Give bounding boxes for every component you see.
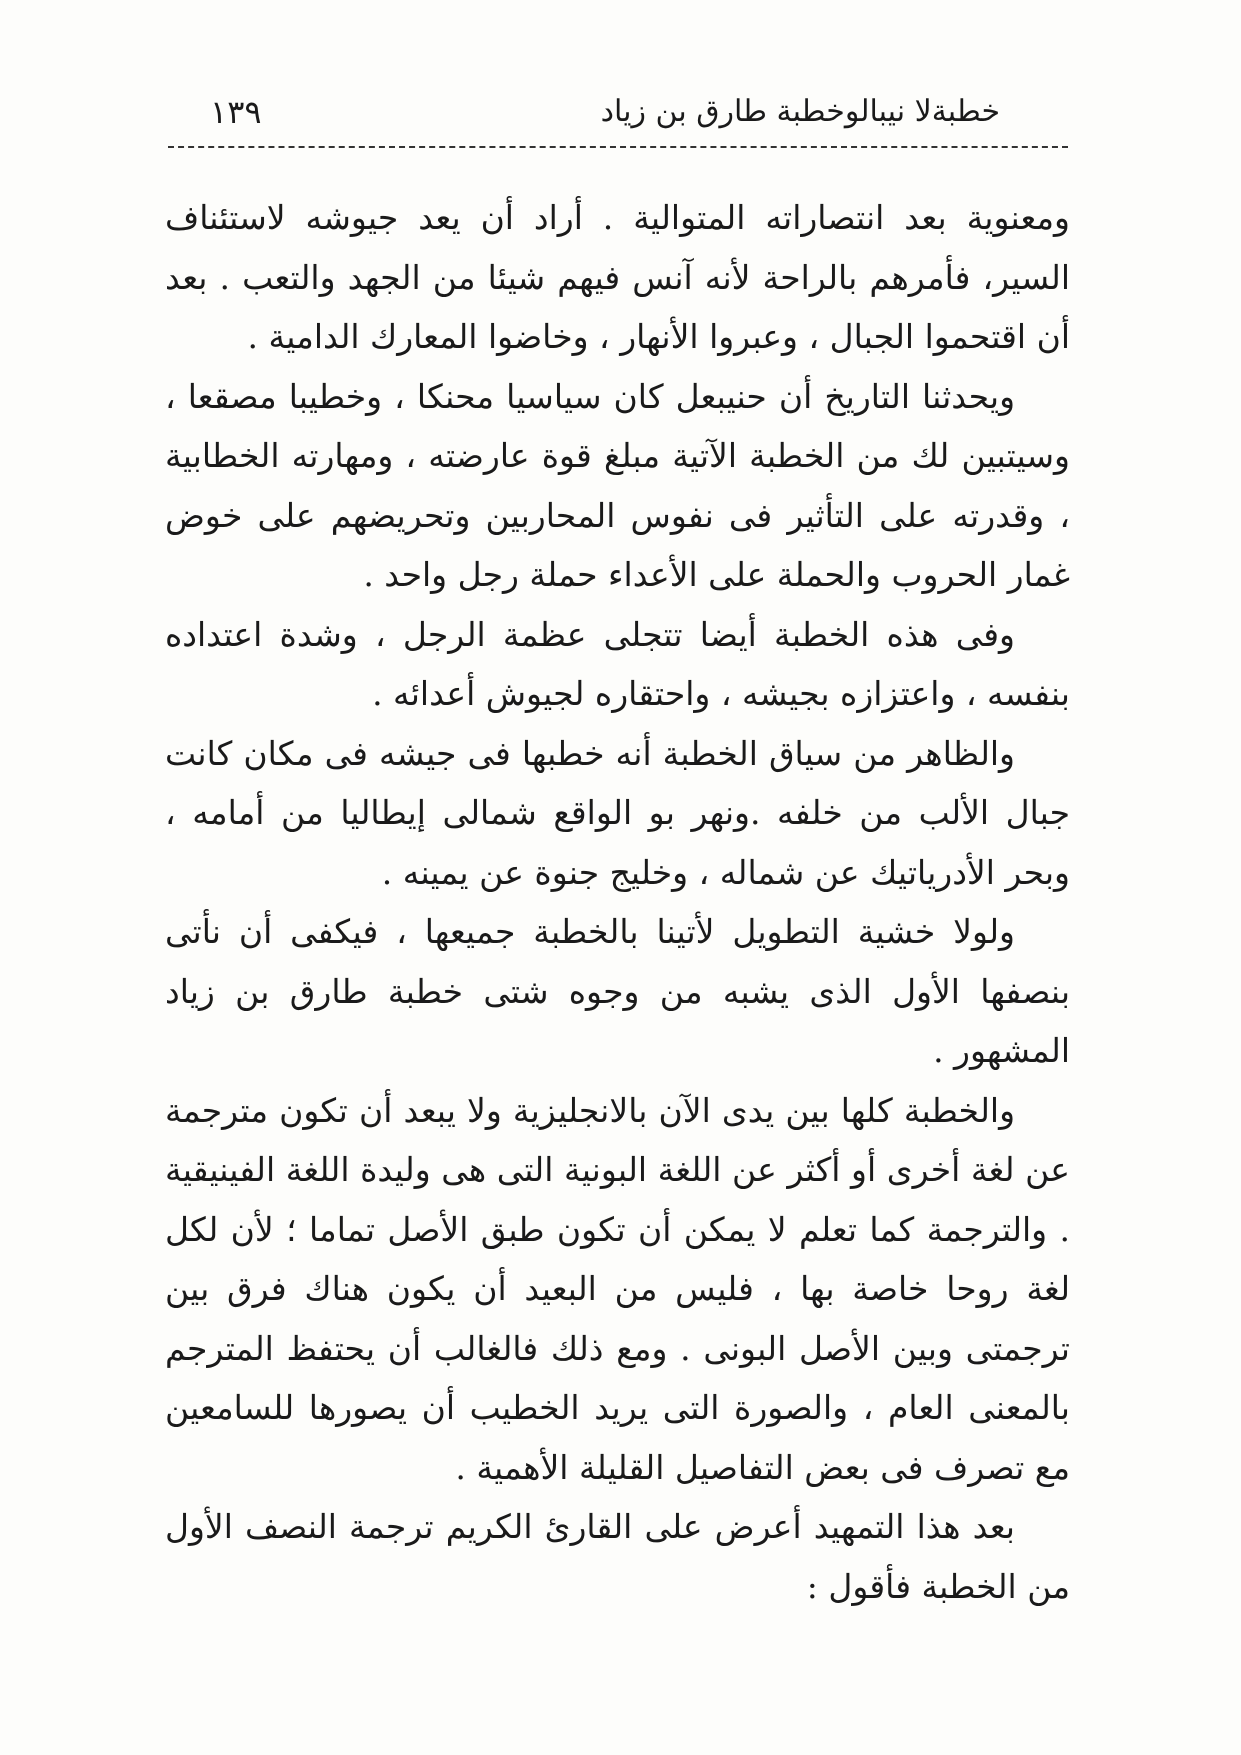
header-rule: [168, 146, 1068, 148]
page-header: [160, 88, 1060, 148]
paragraph-1: ومعنوية بعد انتصاراته المتوالية . أراد أن يعد جيوشه لاستئناف السير، فأمرهم بالراحة لأنه آنس فيهم شيئا من الجهد والتعب . بعد أن اقتحموا الجبال ، وعبروا الأنهار ، وخاضوا المعارك الدامية .: [165, 198, 1070, 356]
page-number: ١٣٩: [210, 93, 262, 131]
paragraph-5: ولولا خشية التطويل لأتينا بالخطبة جميعها ، فيكفى أن نأتى بنصفها الأول الذى يشبه من وجوه شتى خطبة طارق بن زياد المشهور .: [165, 912, 1070, 1070]
paragraph-6: والخطبة كلها بين يدى الآن بالانجليزية ولا يبعد أن تكون مترجمة عن لغة أخرى أو أكثر عن اللغة البونية التى هى وليدة اللغة الفينيقية . والترجمة كما تعلم لا يمكن أن تكون طبق الأصل تماما ؛ لأن لكل لغة روحا خاصة بها ، فليس من البعيد أن يكون هناك فرق بين ترجمتى وبين الأصل البونى . ومع ذلك فالغالب أن يحتفظ المترجم بالمعنى العام ، والصورة التى يريد الخطيب أن يصورها للسامعين مع تصرف فى بعض التفاصيل القليلة الأهمية .: [165, 1090, 1070, 1487]
paragraph-7: بعد هذا التمهيد أعرض على القارئ الكريم ترجمة النصف الأول من الخطبة فأقول :: [165, 1507, 1070, 1606]
paragraph-3: وفى هذه الخطبة أيضا تتجلى عظمة الرجل ، وشدة اعتداده بنفسه ، واعتزازه بجيشه ، واحتقاره لجيوش أعدائه .: [165, 614, 1070, 713]
running-title: خطبةلا نيبالوخطبة طارق بن زياد: [600, 94, 1000, 129]
paragraph-4: والظاهر من سياق الخطبة أنه خطبها فى جيشه فى مكان كانت جبال الألب من خلفه .ونهر بو الواقع شمالى إيطاليا من أمامه ، وبحر الأدرياتيك عن شماله ، وخليج جنوة عن يمينه .: [165, 733, 1070, 892]
paragraph-2: ويحدثنا التاريخ أن حنيبعل كان سياسيا محنكا ، وخطيبا مصقعا ، وسيتبين لك من الخطبة الآتية مبلغ قوة عارضته ، ومهارته الخطابية ، وقدرته على التأثير فى نفوس المحاربين وتحريضهم على خوض غمار الحروب والحملة على الأعداء حملة رجل واحد .: [165, 376, 1070, 594]
body-text: [165, 188, 1070, 1616]
